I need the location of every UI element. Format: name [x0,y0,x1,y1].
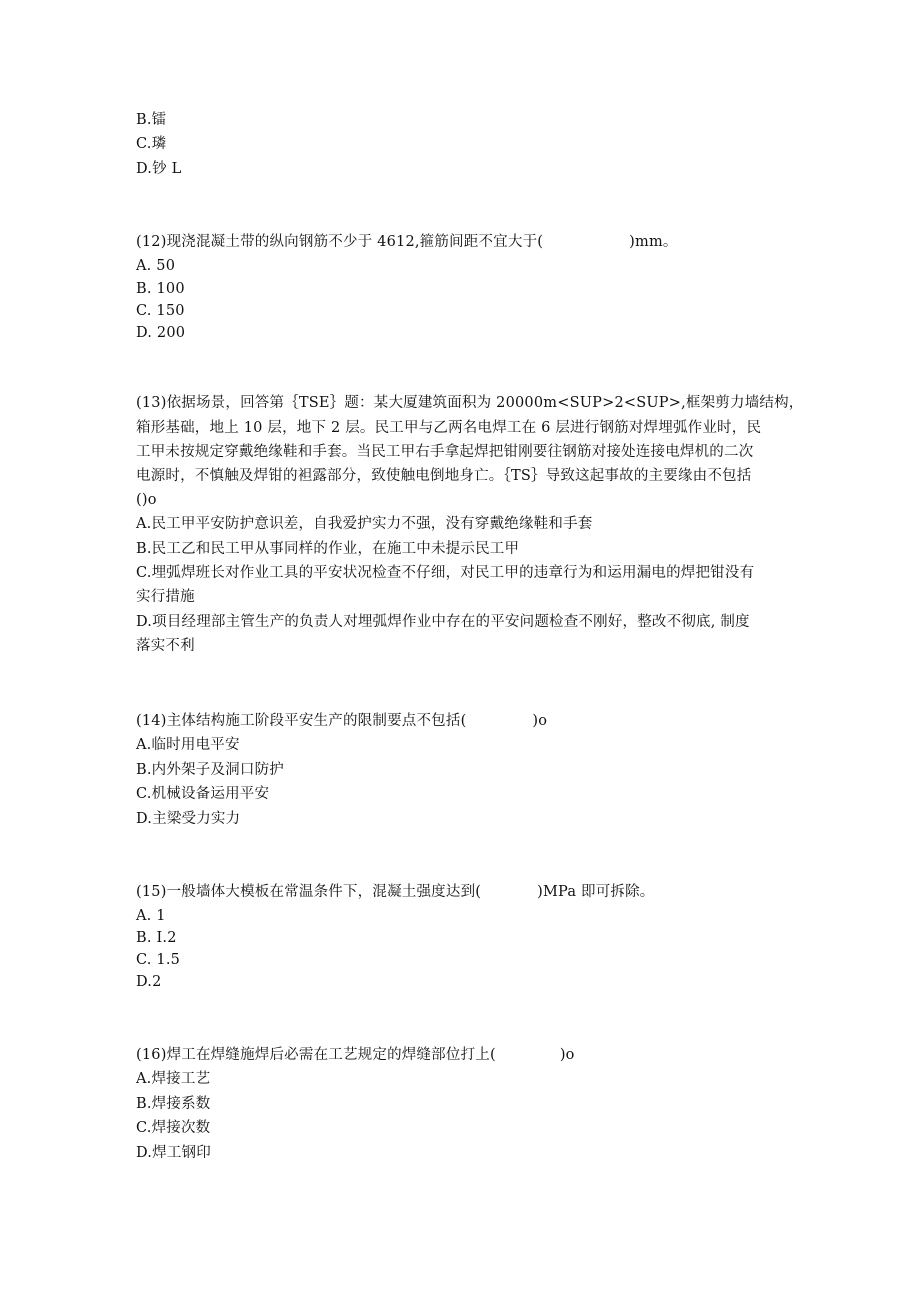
q13-stem-line-3: 工甲未按规定穿戴绝缘鞋和手套。当民工甲右手拿起焊把钳刚要往钢筋对接处连接电焊机的二次 [136,444,754,460]
q12-option-d: D. 200 [136,325,186,341]
q11-option-d: D.钞 L [136,161,182,177]
q14-option-a: A.临时用电平安 [136,737,240,753]
q12-option-c: C. 150 [136,303,185,319]
q12-option-a: A. 50 [136,258,176,274]
q16-option-d: D.焊工钢印 [136,1145,211,1161]
q15-option-c: C. 1.5 [136,952,181,968]
q15-stem [136,880,796,904]
q15-option-a: A. 1 [136,908,166,924]
q13-option-d-line-1: D.项目经理部主管生产的负责人对埋弧焊作业中存在的平安问题检查不刚好，整改不彻底, 制度 [136,614,750,630]
q12-option-b: B. 100 [136,281,185,297]
q13-stem-line-5: ()o [136,492,157,508]
q15-option-d: D.2 [136,974,162,990]
q16-stem-after: )o [559,1047,575,1063]
q16-option-c: C.焊接次数 [136,1120,211,1136]
q14-option-d: D.主梁受力实力 [136,811,241,827]
q12-stem [136,230,796,254]
q15-stem-before: (15)一般墙体大模板在常温条件下，混凝土强度达到( [136,884,482,900]
q11-option-c: C.璘 [136,136,167,152]
q15-option-b: B. I.2 [136,930,177,946]
q13-stem-line-2: 箱形基础，地上 10 层，地下 2 层。民工甲与乙两名电焊工在 6 层进行钢筋对焊埋弧作业时，民 [136,420,762,436]
q14-stem-after: )o [532,713,548,729]
q12-stem-before: (12)现浇混凝土带的纵向钢筋不少于 4612,箍筋间距不宜大于( [136,234,544,250]
q14-stem-before: (14)主体结构施工阶段平安生产的限制要点不包括( [136,713,467,729]
q16-stem [136,1043,796,1067]
q13-option-d-line-2: 落实不利 [136,638,195,654]
q11-option-b: B.镭 [136,112,167,128]
q14-option-c: C.机械设备运用平安 [136,786,270,802]
q12-stem-after: )mm。 [629,234,678,250]
q13-option-a: A.民工甲平安防护意识差，自我爱护实力不强，没有穿戴绝缘鞋和手套 [136,516,593,532]
q15-stem-after: )MPa 即可拆除。 [537,884,655,900]
q13-option-b: B.民工乙和民工甲从事同样的作业，在施工中未提示民工甲 [136,541,520,557]
q13-stem-line-1: (13)依据场景，回答第｛TSE｝题：某大厦建筑面积为 20000m<SUP>2<SUP>,框架剪力墙结构， [136,395,804,411]
q16-option-b: B.焊接系数 [136,1096,211,1112]
q14-stem [136,709,796,733]
q14-option-b: B.内外架子及洞口防护 [136,762,284,778]
q13-option-c-line-1: C.埋弧焊班长对作业工具的平安状况检查不仔细，对民工甲的违章行为和运用漏电的焊把钳没有 [136,565,755,581]
q13-stem-line-4: 电源时，不慎触及焊钳的袒露部分，致使触电倒地身亡。｛TS｝导致这起事故的主要缘由不包括 [136,468,752,484]
q13-option-c-line-2: 实行措施 [136,589,195,605]
q16-stem-before: (16)焊工在焊缝施焊后必需在工艺规定的焊缝部位打上( [136,1047,496,1063]
q16-option-a: A.焊接工艺 [136,1071,211,1087]
